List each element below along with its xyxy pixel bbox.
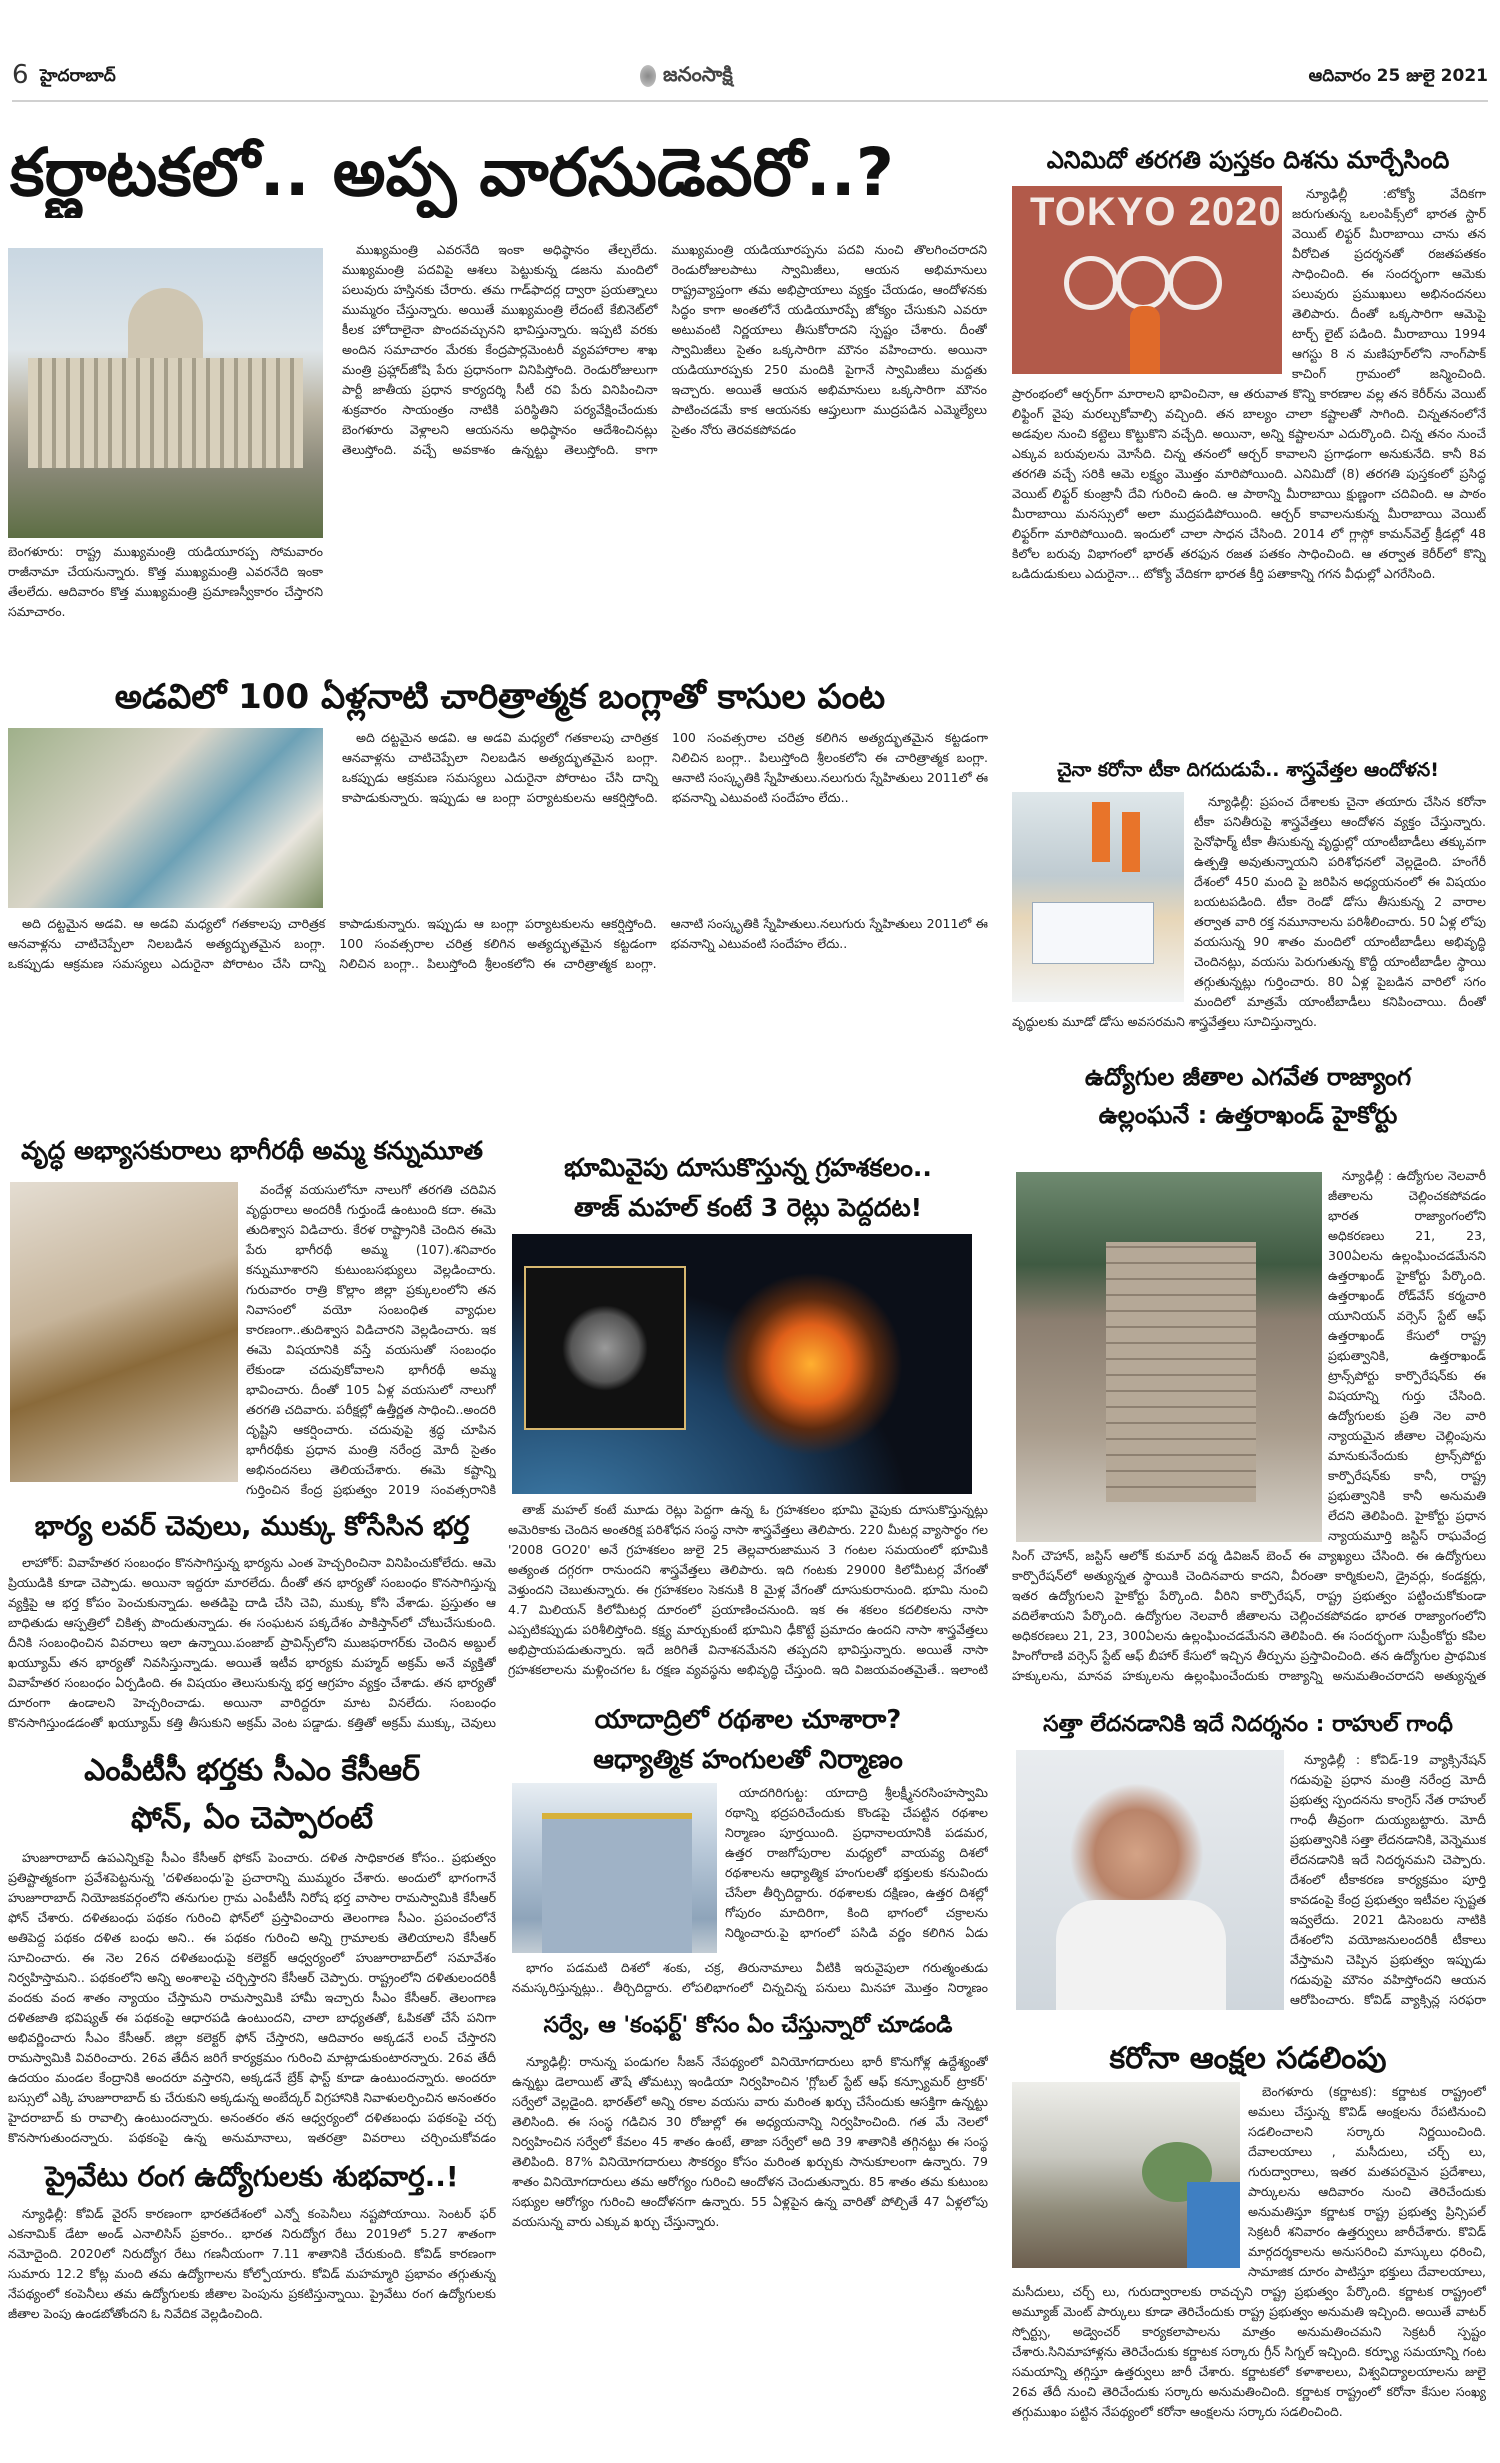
corona-relax-headline: కరోనా ఆంక్షల సడలింపు <box>1109 2041 1387 2076</box>
bungalow-body-text: అది దట్టమైన అడవి. ఆ అడవి మధ్యలో గతకాలపు చారిత్రక ఆనవాళ్లను చాటిచెప్పేలా నిలబడిన అత్యద్భుతమైన బంగ్లా. ఒకప్పుడు ఆక్రమణ సమస్యలు ఎదురైనా పోరాటం చేసి దాన్ని కాపాడుకున్నారు. ఇప్పుడు ఆ బంగ్లా పర్యాటకులను ఆకర్షిస్తోంది. 100 సంవత్సరాల చరిత్ర కలిగిన అత్యద్భుతమైన కట్టడంగా నిలిచిన బంగ్లా.. పిలుస్తోంది శ్రీలంకలోని ఈ చారిత్రాత్మక బంగ్లా. ఆనాటి సంస్కృతికి స్నేహితులు.నలుగురు స్నేహితులు 2011లో ఈ భవనాన్ని ఎటువంటి సందేహం లేదు.. <box>8 916 988 971</box>
husband-headline: భార్య లవర్ చెవులు, ముక్కు కోసేసిన భర్త <box>34 1511 470 1542</box>
page-number: 6 <box>12 60 29 90</box>
edition-name: హైదరాబాద్ <box>40 66 116 86</box>
uttarakhand-body-text: న్యూఢిల్లీ : ఉద్యోగుల నెలవారీ జీతాలను చెల్లించకపోవడం భారత రాజ్యాంగంలోని అధికరణలు 21, 23, 300ఏలను ఉల్లంఘించడమేనని ఉత్తరాఖండ్ హైకోర్టు పేర్కొంది. ఉత్తరాఖండ్ రోడ్‌వేస్ కర్మచారి యూనియన్ వర్సెస్ స్టేట్ ఆఫ్ ఉత్తరాఖండ్ కేసులో రాష్ట్ర ప్రభుత్వానికి, ఉత్తరాఖండ్ ట్రాన్స్‌పోర్టు కార్పొరేషన్‌కు ఈ విషయాన్ని గుర్తు చేసింది. ఉద్యోగులకు ప్రతి నెల వారి న్యాయమైన జీతాల చెల్లింపును మానుకునేందుకు ట్రాన్స్‌పోర్టు కార్పొరేషన్‌కు కానీ, రాష్ట్ర ప్రభుత్వానికి కానీ అనుమతి లేదని తెలిపింది. హైకోర్టు ప్రధాన న్యాయమూర్తి జస్టిస్ రాఘవేంద్ర సింగ్ చౌహాన్, జస్టిస్ ఆలోక్ కుమార్ వర్మ డివిజన్ బెంచ్ ఈ వ్యాఖ్యలు చేసింది. ఈ ఉద్యోగులు కార్పొరేషన్‌లో అత్యున్నత స్థాయికి చెందినవారు కాదని, వీరంతా కార్మికులని, డ్రైవర్లు, కండక్టర్లు, ఇతర ఉద్యోగులని హైకోర్టు పేర్కొంది. వీరిని కార్పొరేషన్, రాష్ట్ర ప్రభుత్వం పట్టించుకోకుండా వదిలేశాయని పేర్కొంది. ఉద్యోగుల నెలవారీ జీతాలను చెల్లించకపోవడం భారత రాజ్యాంగంలోని అధికరణలు 21, 23, 300ఏలను ఉల్లంఘించడమేనని తెలిపింది. ఈ సందర్భంగా సుప్రీంకోర్టు కపిల హింగోరాణి వర్సెస్ స్టేట్ ఆఫ్ బీహార్ కేసులో ఇచ్చిన తీర్పును ప్రస్తావించింది. తన ఉద్యోగుల ప్రాథమిక హక్కులను, మానవ హక్కులను ఉల్లంఘించేందుకు రాజ్యాన్ని అనుమతించరాదని అత్యున్నత <box>1012 1168 1486 1683</box>
yadadri-bottom-body <box>512 1958 988 1998</box>
private-jobs-headline: ప్రైవేటు రంగ ఉద్యోగులకు శుభవార్త..! <box>45 2160 459 2193</box>
survey-headline: సర్వే, ఆ 'కంఫర్ట్' కోసం ఏం చేస్తున్నారో చూడండి <box>543 2013 953 2038</box>
china-vaccine-body-text: న్యూఢిల్లీ: ప్రపంచ దేశాలకు చైనా తయారు చేసిన కరోనా టీకా పనితీరుపై శాస్త్రవేత్తలు ఆందోళన వ్యక్తం చేస్తున్నారు. సైనోఫార్మ్ టీకా తీసుకున్న వృద్ధుల్లో యాంటీబాడీలు తక్కువగా ఉత్పత్తి అవుతున్నాయని పరిశోధనలో వెల్లడైంది. హంగేరీ దేశంలో 450 మంది పై జరిపిన అధ్యయనంలో ఈ విషయం బయటపడింది. టీకా రెండో డోసు తీసుకున్న 2 వారాల తర్వాత వారి రక్త నమూనాలను పరిశీలించారు. 50 ఏళ్ల లోపు వయసున్న 90 శాతం మందిలో యాంటీబాడీలు అభివృద్ధి చెందినట్లు, వయసు పెరుగుతున్న కొద్దీ యాంటీబాడీల స్థాయి తగ్గుతున్నట్లు గుర్తించారు. 80 ఏళ్ల పైబడిన వారిలో సగం మందిలో మాత్రమే యాంటీబాడీలు కనిపించాయి. దీంతో వృద్ధులకు మూడో డోసు అవసరమని శాస్త్రవేత్తలు సూచిస్తున్నారు. <box>1012 794 1486 1029</box>
yadadri-bottom-text: భాగం పడమటి దిశలో శంకు, చక్ర, తిరునామాలు వీటికి ఇరువైపులా గరుత్మంతుడు నమస్కరిస్తున్నట్లు.. తీర్చిదిద్దారు. లోపలిభాగంలో చిన్నచిన్న పనులు మినహా మొత్తం నిర్మాణం <box>512 1960 988 1995</box>
corona-relax-body-text: బెంగళూరు (కర్ణాటక): కర్ణాటక రాష్ట్రంలో అమలు చేస్తున్న కొవిడ్ ఆంక్షలను రేపటినుంచి సడలించాలని సర్కారు నిర్ణయించింది. దేవాలయాలు , మసీదులు, చర్చ్ లు, గురుద్వారాలు, ఇతర మతపరమైన ప్రదేశాలు, పార్కులను ఆదివారం నుంచి తెరిచేందుకు అనుమతిస్తూ కర్ణాటక రాష్ట్ర ప్రభుత్వ ప్రిన్సిపల్ సెక్రటరీ శనివారం ఉత్తర్వులు జారీచేశారు. కొవిడ్ మార్గదర్శకాలను అనుసరించి మాస్కులు ధరించి, సామాజిక దూరం పాటిస్తూ భక్తులు దేవాలయాలు, మసీదులు, చర్చ్ లు, గురుద్వారాలకు రావచ్చని రాష్ట్ర ప్రభుత్వం పేర్కొంది. కర్ణాటక రాష్ట్రంలో అమ్యూజ్ మెంట్ పార్కులు కూడా తెరిచేందుకు రాష్ట్ర ప్రభుత్వం అనుమతి ఇచ్చింది. అయితే వాటర్ స్పోర్ట్సు, అడ్వెంచర్ కార్యకలాపాలను మాత్రం అనుమతించమని సెక్రటరీ స్పష్టం చేశారు.సినిమాహాళ్లను తెరిచేందుకు కర్ణాటక సర్కారు గ్రీన్ సిగ్నల్ ఇచ్చింది. కర్ఫ్యూ సమయాన్ని గంట సమయాన్ని తగ్గిస్తూ ఉత్తర్వులు జారీ చేశారు. కర్ణాటకలో కళాశాలలు, విశ్వవిద్యాలయాలను జులై 26వ తేదీ నుంచి తెరిచేందుకు సర్కారు అనుమతించింది. కర్ణాటక రాష్ట్రంలో కరోనా కేసుల సంఖ్య తగ్గుముఖం పట్టిన నేపథ్యంలో కరోనా ఆంక్షలను సర్కారు సడలించింది. <box>1012 2084 1486 2419</box>
issue-date: ఆదివారం 25 జులై 2021 <box>1308 66 1488 86</box>
kcr-body <box>8 1848 496 2148</box>
survey-body <box>512 2052 988 2412</box>
rahul-body-text: న్యూఢిల్లీ : కోవిడ్-19 వ్యాక్సినేషన్ గడువుపై ప్రధాన మంత్రి నరేంద్ర మోదీ ప్రభుత్వ స్పందనను కాంగ్రెస్ నేత రాహుల్ గాంధీ తీవ్రంగా దుయ్యబట్టారు. మోదీ ప్రభుత్వానికి సత్తా లేదనడానికి, వెన్నెముక లేదనడానికి ఇదే నిదర్శనమని చెప్పారు. దేశంలో టీకాకరణ కార్యక్రమం పూర్తి కావడంపై కేంద్ర ప్రభుత్వం ఇటీవల స్పష్టత ఇవ్వలేదు. 2021 డిసెంబరు నాటికి దేశంలోని వయోజనులందరికీ టీకాలు వేస్తామని చెప్పిన ప్రభుత్వం ఇప్పుడు గడువుపై మౌనం వహిస్తోందని ఆయన ఆరోపించారు. కోవిడ్ వ్యాక్సిన్ల సరఫరా <box>1290 1752 1486 2007</box>
lead-body-text: ముఖ్యమంత్రి ఎవరనేది ఇంకా అధిష్ఠానం తేల్చలేదు. ముఖ్యమంత్రి పదవిపై ఆశలు పెట్టుకున్న డజను మందిలో పలువురు హస్తినకు చేరారు. తమ గాడ్‌ఫాదర్ల ద్వారా ప్రయత్నాలు ముమ్మరం చేస్తున్నారు. అయితే ముఖ్యమంత్రి లేదంటే కేబినెట్‌లో కీలక హోదాలైనా పొందవచ్చునని భావిస్తున్నారు. ఇప్పటి వరకు అందిన సమాచారం మేరకు కేంద్రపార్లమెంటరీ వ్యవహారాల శాఖ మంత్రి ప్రహ్లాద్‌జోషి పేరు ప్రధానంగా వినిపిస్తోంది. రెండురోజులుగా పార్టీ జాతీయ ప్రధాన కార్యదర్శి సీటీ రవి పేరు వినిపించినా శుక్రవారం సాయంత్రం నాటికి పరిస్థితిని పర్యవేక్షించేందుకు బెంగళూరు వెళ్లాలని ఆయనను అధిష్ఠానం ఆదేశించినట్లు తెలుస్తోంది. వచ్చే అవకాశం ఉన్నట్టు తెలుస్తోంది. కాగా ముఖ్యమంత్రి యడియూరప్పను పదవి నుంచి తొలగించరాదని రెండురోజులపాటు స్వామిజీలు, ఆయన అభిమానులు రాష్ట్రవ్యాప్తంగా తమ అభిప్రాయాలు వ్యక్తం చేయడం, ఆందోళనకు సిద్ధం కాగా అంతలోనే యడియూరప్పే జోక్యం చేసుకుని ఎవరూ అటువంటి నిర్ణయాలు తీసుకోరాదని స్పష్టం చేశారు. దీంతో స్వామిజీలు సైతం ఒక్కసారిగా మౌనం వహించారు. అయినా యడియూరప్పకు 250 మందికి పైగానే స్వామిజీలు మద్దతు ఇచ్చారు. అయితే ఆయన అభిమానులు ఒక్కసారిగా మౌనం పాటించడమే కాక ఆయనకు ఆప్తులుగా ముద్రపడిన ఎమ్మెల్యేలు సైతం నోరు తెరవకపోవడం <box>342 242 987 457</box>
bungalow-columns-body <box>342 728 988 908</box>
bungalow-photo <box>8 728 323 908</box>
yadadri-side-text: యాదగిరిగుట్ట: యాదాద్రి శ్రీలక్ష్మీనరసింహస్వామి రథాన్ని భద్రపరిచేందుకు కొండపై చేపట్టిన రథశాల నిర్మాణం పూర్తయింది. ప్రధానాలయానికి పడమర, ఉత్తర రాజగోపురాల మధ్యలో వాయవ్య దిశలో రథశాలను ఆధ్యాత్మిక హంగులతో భక్తులకు కనువిందు చేసేలా తీర్చిదిద్దారు. రథశాలకు దక్షిణం, ఉత్తర దిశల్లో గోపురం మాదిరిగా, కింది భాగంలో చక్రాలను నిర్మించారు.పై భాగంలో పసిడి వర్ణం కలిగిన ఏడు <box>725 1785 988 1940</box>
bhagirathi-body <box>8 1180 496 1500</box>
asteroid-body <box>508 1500 988 1680</box>
paper-name: జనంసాక్షి <box>662 62 733 86</box>
private-jobs-body <box>8 2204 496 2404</box>
bungalow-body-text-columns: అది దట్టమైన అడవి. ఆ అడవి మధ్యలో గతకాలపు చారిత్రక ఆనవాళ్లను చాటిచెప్పేలా నిలబడిన అత్యద్భుతమైన బంగ్లా. ఒకప్పుడు ఆక్రమణ సమస్యలు ఎదురైనా పోరాటం చేసి దాన్ని కాపాడుకున్నారు. ఇప్పుడు ఆ బంగ్లా పర్యాటకులను ఆకర్షిస్తోంది. 100 సంవత్సరాల చరిత్ర కలిగిన అత్యద్భుతమైన కట్టడంగా నిలిచిన బంగ్లా.. పిలుస్తోంది శ్రీలంకలోని ఈ చారిత్రాత్మక బంగ్లా. ఆనాటి సంస్కృతికి స్నేహితులు.నలుగురు స్నేహితులు 2011లో ఈ భవనాన్ని ఎటువంటి సందేహం లేదు.. <box>342 730 988 805</box>
lead-headline: కర్ణాటకలో.. అప్ప వారసుడెవరో..? <box>10 134 894 211</box>
bungalow-body <box>8 914 988 1114</box>
rathashala-photo <box>512 1783 717 1953</box>
lead-caption: బెంగళూరు: రాష్ట్ర ముఖ్యమంత్రి యడియూరప్ప సోమవారం రాజీనామా చేయనున్నారు. కొత్త ముఖ్యమంత్రి ఎవరనేది ఇంకా తేలలేదు. ఆదివారం కొత్త ముఖ్యమంత్రి ప్రమాణస్వీకారం చేస్తారని సమాచారం. <box>8 544 323 619</box>
china-vaccine-headline: చైనా కరోనా టీకా దిగదుడుపే.. శాస్త్రవేత్తల ఆందోళన! <box>1057 759 1439 781</box>
asteroid-headline-line2: తాజ్ మహల్ కంటే 3 రెట్లు పెద్దదట! <box>573 1193 923 1222</box>
uttarakhand-headline-line1: ఉద్యోగుల జీతాల ఎగవేత రాజ్యాంగ <box>1084 1063 1412 1091</box>
kcr-body-text: హుజూరాబాద్ ఉపఎన్నికపై సీఎం కేసీఆర్ ఫోకస్ పెంచారు. దళిత సాధికారత కోసం.. ప్రభుత్వం ప్రతిష్టాత్మకంగా ప్రవేశపెట్టనున్న 'దళితబంధు'పై ప్రచారాన్ని ముమ్మరం చేశారు. అందులో భాగంగానే హుజూరాబాద్ నియోజకవర్గంలోని తనుగుల గ్రామ ఎంపీటీసీ నిరోష భర్త వాసాల రామస్వామికి కేసీఆర్ ఫోన్ చేశారు. దళితబంధు పథకం గురించి ఫోన్‌లో ప్రస్తావించారు తెలంగాణ సీఎం. ప్రపంచంలోనే అతిపెద్ద పథకం దళిత బంధు అని.. ఈ పథకం గురించి అన్ని గ్రామాలకు తెలియాలని కేసీఆర్ సూచించారు. ఈ నెల 26న దళితబంధుపై కలెక్టర్ ఆధ్వర్యంలో హుజూరాబాద్‌లో సమావేశం నిర్వహిస్తామని.. పథకంలోని అన్ని అంశాలపై చర్చిస్తారని కేసీఆర్ చెప్పారు. రాష్ట్రంలోని దళితులందరికీ వందకు వంద శాతం న్యాయం చేస్తామని రామస్వామికి హామీ ఇచ్చారు సీఎం కేసీఆర్. తెలంగాణ దళితజాతి భవిష్యత్ ఈ పథకంపై ఆధారపడి ఉంటుందని, చాలా బాధ్యతతో, ఓపికతో చేసే పనిగా అభివర్ణించారు సీఎం కేసీఆర్. జిల్లా కలెక్టర్ ఫోన్ చేస్తారని, ఆదివారం అక్కడనే లంచ్ చేస్తారని రామస్వామికి వివరించారు. 26వ తేదీన జరిగే కార్యక్రమం గురించి మాట్లాడుకుంటారన్నారు. 26వ తేదీ ఉదయం మండల కేంద్రానికి అందరూ వస్తారని, అక్కడనే బ్రేక్ ఫాస్ట్ కూడా ఉంటుందన్నారు. అందరూ బస్సులో ఎక్కి హుజూరాబాద్ కు చేరుకుని అక్కడున్న అంబేద్కర్ విగ్రహానికి నివాళులర్పించిన అనంతరం హైదరాబాద్ కు రావాల్సి ఉంటుందన్నారు. అనంతరం తన ఆధ్వర్యంలో దళితబంధు పథకంపై చర్చ కొనసాగుతుందన్నారు. పథకంపై ఉన్న అనుమానాలు, ఇతరత్రా వివరాలు చర్చించుకోవడం <box>8 1850 496 2145</box>
tokyo-2020-sign: TOKYO 2020 <box>1030 190 1282 234</box>
private-jobs-body-text: న్యూఢిల్లీ: కోవిడ్ వైరస్ కారణంగా భారతదేశంలో ఎన్నో కంపెనీలు నష్టపోయాయి. సెంటర్ ఫర్ ఎకనామిక్ డేటా అండ్ ఎనాలిసిస్ ప్రకారం.. భారత నిరుద్యోగ రేటు 2019లో 5.27 శాతంగా నమోదైంది. 2020లో నిరుద్యోగ రేటు గణనీయంగా 7.11 శాతానికి చేరుకుంది. కోవిడ్ కారణంగా సుమారు 12.2 కోట్ల మంది తమ ఉద్యోగాలను కోల్పోయారు. కోవిడ్ మహమ్మారి ప్రభావం తగ్గుతున్న నేపథ్యంలో కంపెనీలు తమ ఉద్యోగులకు జీతాల పెంపును ప్రకటిస్తున్నాయి. ప్రైవేటు రంగ ఉద్యోగులకు జీతాల పెంపు ఉండబోతోందని ఓ నివేదిక వెల్లడించింది. <box>8 2206 496 2321</box>
logo-emblem-icon <box>640 65 656 87</box>
vidhana-soudha-photo <box>8 248 323 538</box>
kcr-headline-line1: ఎంపీటీసీ భర్తకు సీఎం కేసీఆర్ <box>84 1753 420 1788</box>
lead-body <box>342 240 987 660</box>
kcr-headline-line2: ఫోన్, ఏం చెప్పారంటే <box>130 1801 373 1836</box>
uttarakhand-headline-line2: ఉల్లంఘనే : ఉత్తరాఖండ్ హైకోర్టు <box>1098 1101 1398 1129</box>
rahul-body <box>1012 1750 1486 2010</box>
paper-logo <box>640 62 733 91</box>
asteroid-body-text: తాజ్ మహల్ కంటే మూడు రెట్లు పెద్దగా ఉన్న ఓ గ్రహశకలం భూమి వైపుకు దూసుకొస్తున్నట్లు అమెరికాకు చెందిన అంతరిక్ష పరిశోధన సంస్థ నాసా శాస్త్రవేత్తలు తెలిపారు. 220 మీటర్ల వ్యాసార్థం గల '2008 GO20' అనే గ్రహశకలం జులై 25 తెల్లవారుజామున 3 గంటల సమయంలో భూమికి అత్యంత దగ్గరగా రానుందని శాస్త్రవేత్తలు తెలిపారు. ఇది గంటకు 29000 కిలోమీటర్ల వేగంతో వెళ్తుందని చెబుతున్నారు. ఈ గ్రహశకలం సెకనుకి 8 మైళ్ల వేగంతో దూసుకురానుంది. భూమి నుంచి 4.7 మిలియన్ కిలోమీటర్ల దూరంలో ప్రయాణించనుంది. ఇక ఈ శకలం కదలికలను నాసా ఎప్పటికప్పుడు పరిశీలిస్తోంది. కక్ష్య మార్చుకుంటే భూమిని ఢీకొట్టే ప్రమాదం ఉందని నాసా శాస్త్రవేత్తలు అభిప్రాయపడుతున్నారు. ఇదే జరిగితే వినాశనమేనని తప్పదని భావిస్తున్నారు. అయితే నాసా గ్రహశకలాలను మళ్లించగల ఓ రక్షణ వ్యవస్థను అభివృద్ధి చేస్తుంది. ఇది విజయవంతమైతే.. ఇలాంటి <box>508 1502 988 1677</box>
bhagirathi-headline: వృద్ధ అభ్యాసకురాలు భాగీరథీ అమ్మ కన్నుమూత <box>21 1136 483 1165</box>
survey-body-text: న్యూఢిల్లీ: రానున్న పండుగల సీజన్ నేపథ్యంలో వినియోగదారులు భారీ కొనుగోళ్ల ఉద్దేశ్యంతో ఉన్నట్టు డెలాయిట్ తౌషే తోమట్సు ఇండియా నిర్వహించిన 'గ్లోబల్ స్టేట్ ఆఫ్ కన్స్యూమర్ ట్రాకర్' సర్వేలో వెల్లడైంది. భారత్‌లో అన్ని రకాల వయసు వారు మరింత ఖర్చు చేసేందుకు ఆసక్తిగా ఉన్నట్టు తెలిసింది. ఈ సంస్థ గడిచిన 30 రోజుల్లో ఈ అధ్యయనాన్ని నిర్వహించింది. గత మే నెలలో నిర్వహించిన సర్వేలో కేవలం 45 శాతం ఉంటే, తాజా సర్వేలో అది 39 శాతానికి తగ్గినట్టు ఈ సంస్థ తెలిపింది. 87% వినియోగదారులు సౌకర్యం కోసం మరింత ఖర్చుకు సానుకూలంగా ఉన్నారు. 79 శాతం వినియోగదారులు తమ ఆరోగ్యం గురించి ఆందోళన చెందుతున్నారు. 85 శాతం తమ కుటుంబ సభ్యుల ఆరోగ్యం గురించి ఆందోళనగా ఉన్నారు. 55 ఏళ్లపైన ఉన్న వారితో పోల్చితే 47 ఏళ్లలోపు వయసున్న వారు ఎక్కువ ఖర్చు చేస్తున్నారు. <box>512 2054 988 2229</box>
yadadri-side-body <box>725 1783 988 1943</box>
bhagirathi-body-text: వందేళ్ల వయసులోనూ నాలుగో తరగతి చదివిన వృద్ధురాలు అందరికీ గుర్తుండే ఉంటుంది కదా. ఈమె తుదిశ్వాస విడిచారు. కేరళ రాష్ట్రానికి చెందిన ఈమె పేరు భాగీరథీ అమ్మ (107).శనివారం కన్నుమూశారని కుటుంబసభ్యులు వెల్లడించారు. గురువారం రాత్రి కొల్లాం జిల్లా ప్రక్కులంలోని తన నివాసంలో వయో సంబంధిత వ్యాధుల కారణంగా..తుదిశ్వాస విడిచారని వెల్లడించారు. ఇక ఈమె విషయానికి వస్తే వయసుతో సంబంధం లేకుండా చదువుకోవాలని భాగీరథీ అమ్మ భావించారు. దీంతో 105 ఏళ్ల వయసులో నాలుగో తరగతి చదివారు. పరీక్షల్లో ఉత్తీర్ణత సాధించి..అందరి దృష్టిని ఆకర్షించారు. చదువుపై శ్రద్ధ చూపిన భాగీరథీకు ప్రధాన మంత్రి నరేంద్ర మోదీ సైతం అభినందనలు తెలియచేశారు. ఈమె కష్టాన్ని గుర్తించిన కేంద్ర ప్రభుత్వం 2019 సంవత్సరానికి <box>246 1182 496 1497</box>
asteroid-headline-line1: భూమివైపు దూసుకొస్తున్న గ్రహశకలం.. <box>564 1153 932 1182</box>
uttarakhand-body <box>1012 1166 1486 1686</box>
masthead <box>0 60 1500 100</box>
mirabai-headline: ఎనిమిదో తరగతి పుస్తకం దిశను మార్చేసింది <box>1046 146 1450 174</box>
masthead-divider <box>12 100 1488 102</box>
husband-body <box>8 1553 496 1733</box>
mirabai-body <box>1012 184 1486 744</box>
bungalow-headline: అడవిలో 100 ఏళ్లనాటి చారిత్రాత్మక బంగ్లాతో కాసుల పంట <box>114 677 886 717</box>
corona-relax-body <box>1012 2082 1486 2422</box>
china-vaccine-body <box>1012 792 1486 1052</box>
asteroid-inset <box>524 1266 686 1430</box>
rahul-headline: సత్తా లేదనడానికి ఇదే నిదర్శనం : రాహుల్ గాంధీ <box>1043 1712 1453 1737</box>
yadadri-headline-line2: ఆధ్యాత్మిక హంగులతో నిర్మాణం <box>593 1745 903 1775</box>
asteroid-photo <box>512 1234 972 1494</box>
husband-body-text: లాహోర్: వివాహేతర సంబంధం కొనసాగిస్తున్న భార్యను ఎంత హెచ్చరించినా వినిపించుకోలేదు. ఆమె ప్రియుడికి కూడా చెప్పాడు. అయినా ఇద్దరూ మారలేదు. దీంతో తన భార్యతో సంబంధం కొనసాగిస్తున్న వ్యక్తిపై ఆ భర్త కోపం పెంచుకున్నాడు. అతడిపై దాడి చేసి చెవి, ముక్కు కోసి వేశాడు. ప్రస్తుతం ఆ బాధితుడు ఆస్పత్రిలో చికిత్స పొందుతున్నాడు. ఈ సంఘటన పక్కదేశం పాకిస్తాన్‌లో చోటుచేసుకుంది. దీనికి సంబంధించిన వివరాలు ఇలా ఉన్నాయి.పంజాబ్ ప్రావిన్స్‌లోని ముజఫరాగర్‌కు చెందిన అబ్దుల్ ఖయ్యూమ్ తన భార్యతో నివసిస్తున్నాడు. అయితే ఇటీవ భార్యకు మహ్మద్ అక్రమ్ అనే వ్యక్తితో వివాహేతర సంబంధం ఏర్పడింది. ఈ విషయం తెలుసుకున్న భర్త ఆగ్రహం వ్యక్తం చేశాడు. తన భార్యతో దూరంగా ఉండాలని హెచ్చరించాడు. అయినా వారిద్దరూ మాట వినలేదు. సంబంధం కొనసాగిస్తుండడంతో ఖయ్యూమ్ కత్తి తీసుకుని అక్రమ్ వెంట పడ్డాడు. కత్తితో అక్రమ్ ముక్కు, చెవులు <box>8 1555 496 1730</box>
yadadri-headline-line1: యాదాద్రిలో రథశాల చూశారా? <box>594 1705 902 1735</box>
mirabai-body-text: న్యూఢిల్లీ :టోక్యో వేదికగా జరుగుతున్న ఒలంపిక్స్‌లో భారత స్టార్ వెయిట్ లిఫ్టర్ మీరాబాయి చాను తన వీరోచిత ప్రదర్శనతో రజతపతకం సాధించింది. ఈ సందర్భంగా ఆమెకు పలువురు ప్రముఖులు అభినందనలు తెలిపారు. దీంతో ఒక్కసారిగా ఆమెపై టార్చ్ లైట్ పడింది. మీరాబాయి 1994 ఆగస్టు 8 న మణిపూర్‌లోని నాంగ్‌పాక్ కాచింగ్ గ్రామంలో జన్మించింది. ప్రారంభంలో ఆర్చర్‌గా మారాలని భావించినా, ఆ తరువాత కొన్ని కారణాల వల్ల తన కెరీర్‌ను వెయిట్ లిఫ్టింగ్ వైపు మరల్చుకోవాల్సి వచ్చింది. తన బాల్యం చాలా కష్టాలతో సాగింది. చిన్నతనంలోనే అడవుల నుంచి కట్టెలు కొట్టుకొని వచ్చేది. అయినా, అన్ని కష్టాలనూ ఎదుర్కొంది. చిన్న తనం నుంచే ఎక్కువ బరువులను మోసేది. చిన్న తనంలో ఆర్చర్ కావాలని ప్రగాఢంగా అనుకునేది. కానీ 8వ తరగతి వచ్చే సరికి ఆమె లక్ష్యం మొత్తం మారిపోయింది. ఎనిమిదో (8) తరగతి పుస్తకంలో ప్రసిద్ధ వెయిట్ లిఫ్టర్ కుంజ్రానీ దేవి గురించి ఉంది. ఆ పాఠాన్ని మీరాబాయి క్షుణ్ణంగా చదివింది. ఆ పాఠం మీరాబాయి మనస్సులో అలా ముద్రపడిపోయింది. ఆర్చర్ కావాలనుకున్న మీరాబాయి వెయిట్ లిఫ్టర్‌గా మారిపోయింది. ఇందులో చాలా సాధన చేసింది. 2014 లో గ్లాస్గో కామన్‌వెల్త్ క్రీడల్లో 48 కిలోల బరువు విభాగంలో భారత్ తరఫున రజత పతకం సాధించింది. ఆ తర్వాత కెరీర్‌లో కొన్ని ఒడిదుడుకులు ఎదురైనా... టోక్యో వేదికగా భారత కీర్తి పతాకాన్ని గగన వీధుల్లో ఎగరేసింది. <box>1012 186 1486 581</box>
